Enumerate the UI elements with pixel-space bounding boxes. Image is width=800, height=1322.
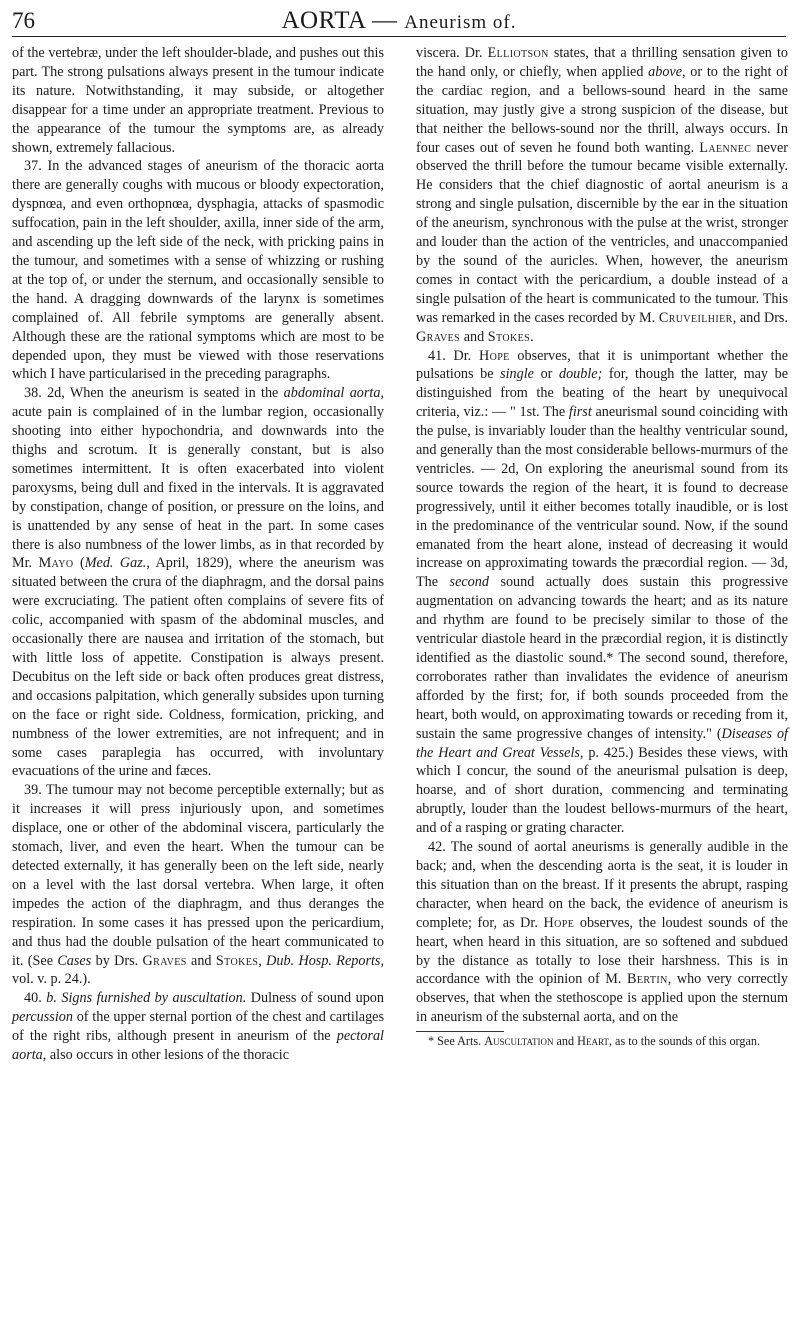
italic-run: above xyxy=(648,63,683,80)
author-name: Stokes xyxy=(215,952,259,969)
italic-run: second xyxy=(449,574,489,591)
author-name: Stokes xyxy=(487,328,531,345)
text-run: 41. Dr. xyxy=(428,347,479,364)
text-run: 39. The tumour may not become perceptible externally; but as it increases it will press injuriously upon, and sometimes displace, one or other of the abdominal viscera, particularly the stomach, liver, and even the heart. When the tumour can be detected externally, it has generally been on the left side, nearly on a level with the last dorsal vertebra. When large, it often impedes the action of the diaphragm, and thus deranges the respiration. In some cases it has pressed upon the pericardium, and thus had the double pulsation of the heart communicated to it. (See xyxy=(12,782,384,969)
italic-run: Dub. Hosp. Reports xyxy=(266,952,381,969)
italic-run: Diseases of the Heart and Great Vessels xyxy=(416,725,788,761)
text-run: ( xyxy=(73,555,85,572)
author-name: Hope xyxy=(543,914,575,931)
paragraph-40 xyxy=(12,989,384,1065)
footnote-divider xyxy=(416,1031,504,1032)
text-run: viscera. Dr. xyxy=(416,45,488,61)
text-run: , and Drs. xyxy=(732,309,788,326)
text-run: , April, 1829), where the aneurism was situated between the crura of the diaphragm, and the dorsal pains were excruciating. The patient often complains of severe fits of colic, accompanied with spasm of the abdominal muscles, and occasionally there are nausea and irritation of the stomach, but with little loss of appetite. Constipation is always present. Decubitus on the left side or back often produces great distress, and occasions palpitation, which generally subsides upon turning on the face or right side. Coldness, formication, pricking, and numbness of the lower extremities, are not infrequent; and in some cases paraplegia has occurred, with involuntary evacuations of the urine and fæces. xyxy=(12,555,385,780)
text-run: , or to the right of the cardiac region, and a bellows-sound heard in the same situation, may justly give a strong suspicion of the disease, but that neither the bellows-sound nor the thrill, always occurs. In four cases out of seven he found both wanting. xyxy=(416,63,788,156)
text-run: by Drs. xyxy=(91,952,143,969)
text-run: , xyxy=(258,952,267,969)
paragraph-41 xyxy=(416,347,788,839)
italic-run: pectoral aorta xyxy=(12,1028,384,1064)
right-column xyxy=(416,44,788,1049)
text-run: , acute pain is complained of in the lumbar region, occasionally shooting into either hypochondria, and downwards into the thighs and scrotum. It is generally constant, but is also sometimes intermittent. It is often exacerbated into violent paroxysms, being dull and fixed in the intervals. It is aggravated by constipation, change of position, or pressure on the loins, and is unattended by any sense of heat in the part. In some cases there is also numbness of the lower limbs, as in that recorded by Mr. xyxy=(12,385,384,572)
text-run: Dulness of sound upon xyxy=(246,990,384,1007)
left-column xyxy=(12,44,384,1065)
running-head-small-caps: Aneurism of. xyxy=(404,12,517,33)
italic-run: Med. Gaz. xyxy=(84,555,147,572)
text-run: , as to the sounds of this organ. xyxy=(608,1034,761,1049)
author-name: Hope xyxy=(478,347,510,364)
italic-run: Cases xyxy=(57,952,92,969)
paragraph-38 xyxy=(12,384,384,781)
text-run: and xyxy=(553,1034,578,1049)
text-run: and xyxy=(460,328,488,345)
text-run: , p. 425.) Besides these views, with which I concur, the sound of the aneurismal pulsation is deep, hoarse, and of short duration, commencing and terminating abruptly, louder than the loudest bellows-murmurs of the heart, and of a rasping or grating character. xyxy=(416,744,788,837)
text-run: * See Arts. xyxy=(428,1034,485,1049)
cross-reference: Auscultation xyxy=(484,1034,554,1049)
text-run: states, that a thrilling sensation given to the hand only, or chiefly, when applied xyxy=(416,45,788,80)
paragraph-39 xyxy=(12,781,384,989)
text-run: sound actually does sustain this progressive augmentation on advancing towards the heart; and as its nature and rhythm are found to be precisely similar to those of the ventricular diastole heard in the præcordial region, it is distinctly identified as the diastolic sound.* The second sound, therefore, corroborates rather than invalidates the evidence of aneurism afforded by the first; for, if both sounds proceeded from the heart, both would, on approximating towards or receding from it, sustain the same progressive changes of intensity." ( xyxy=(416,574,788,742)
text-run: 42. The sound of aortal aneurisms is generally audible in the back; and, when the descending aorta is the seat, it is louder in this situation than on the breast. If it presents the abrupt, rasping character, when heard on the back, the evidence of aneurism is complete; for, as Dr. xyxy=(416,839,788,931)
author-name: Graves xyxy=(142,952,187,969)
paragraph-continued: of the vertebræ, under the left shoulder-blade, and pushes out this part. The strong pulsations always present in the tumour indicate its nature. Notwithstanding, it may subside, or altogether disappear for a time under an appropriate treatment. Previous to the appearance of the tumour the symptoms are, as already shown, extremely fallacious. xyxy=(12,45,384,156)
text-run: for, though the latter, may be distinguished from the beating of the heart by unequivocal criteria, viz.: — " 1st. The xyxy=(416,366,788,421)
text-run: observes, the loudest sounds of the heart, when heard in this situation, are so softened and subdued by the distance as totally to lose their harshness. This is in accordance with the opinion of M. xyxy=(416,914,789,988)
running-head xyxy=(12,6,786,38)
page-header xyxy=(12,6,786,37)
text-run: 40. xyxy=(24,990,47,1007)
author-name: Elliotson xyxy=(487,45,549,61)
italic-run: abdominal aorta xyxy=(283,385,381,402)
text-run: of the upper sternal portion of the chest and cartilages of the right ribs, although present in aneurism of the xyxy=(12,1009,384,1045)
italic-run: single xyxy=(500,366,534,383)
author-name: Bertin xyxy=(627,971,668,988)
running-head-main: AORTA — xyxy=(281,7,405,34)
text-run: . xyxy=(530,328,534,345)
italic-run: b. Signs furnished by auscultation. xyxy=(46,990,247,1007)
author-name: Laennec xyxy=(699,139,752,156)
author-name: Graves xyxy=(416,328,461,345)
text-run: never observed the thrill before the tumour became visible externally. He considers that the chief diagnostic of aortal aneurism is a strong and single pulsation, discernible by the ear in the situation of the aneurism, synchronous with the pulse at the wrist, stronger and louder than the action of the ventricles, and unaccompanied by the sound of the auricles. When, however, the aneurism comes in contact with the pericardium, a double instead of a single pulsation of the heart is communicated to the tumour. This was remarked in the cases recorded by M. xyxy=(416,139,788,326)
paragraph-continued-right xyxy=(416,44,788,347)
text-run: aneurismal sound coinciding with the pulse, is invariably louder than the healthy ventricular sound, and generally than the most considerable bellows-murmurs of the ventricles. — 2d, On exploring the aneurismal sound from its source towards the region of the heart, it is found to decrease progressively, until it either becomes totally inaudible, or is lost in the predominance of the ventricular sound. Now, if the sound emanated from the heart alone, instead of decreasing it would increase on approximating towards the præcordial region. — 3d, The xyxy=(416,404,788,591)
text-run: , who very correctly observes, that when the stethoscope is applied upon the sternum in aneurism of the substernal aorta, and on the xyxy=(416,971,788,1026)
italic-run: double; xyxy=(558,366,603,383)
italic-run: first xyxy=(568,404,592,421)
author-name: Mayo xyxy=(38,555,74,572)
paragraph-37: 37. In the advanced stages of aneurism of the thoracic aorta there are generally coughs with mucous or bloody expectoration, dyspnœa, and even orthopnœa, dysphagia, attacks of spasmodic suffocation, pain in the left shoulder, axilla, inner side of the arm, and ascending up the left side of the neck, with pricking pains in the tumour, and sometimes with a sense of whizzing or rushing at the top of, or under the sternum, and occasionally sensible to the hand. A dragging downwards of the larynx is sometimes complained of. All febrile symptoms are generally absent. Although these are the rational symptoms which are most to be depended upon, they must be viewed with those reservations which I have particularised in the preceding paragraphs. xyxy=(12,158,384,383)
text-run: or xyxy=(533,366,559,383)
italic-run: percussion xyxy=(12,1009,73,1026)
paragraph-42 xyxy=(416,838,788,1027)
footnote xyxy=(416,1034,788,1049)
text-run: and xyxy=(186,952,216,969)
cross-reference: Heart xyxy=(577,1034,609,1049)
page-number: 76 xyxy=(12,8,35,33)
author-name: Cruveilhier xyxy=(658,309,733,326)
text-run: 38. 2d, When the aneurism is seated in the xyxy=(24,385,284,402)
text-run: observes, that it is unimportant whether the pulsations be xyxy=(416,347,789,383)
text-run: , vol. v. p. 24.). xyxy=(12,952,384,988)
text-run: , also occurs in other lesions of the thoracic xyxy=(42,1047,289,1064)
